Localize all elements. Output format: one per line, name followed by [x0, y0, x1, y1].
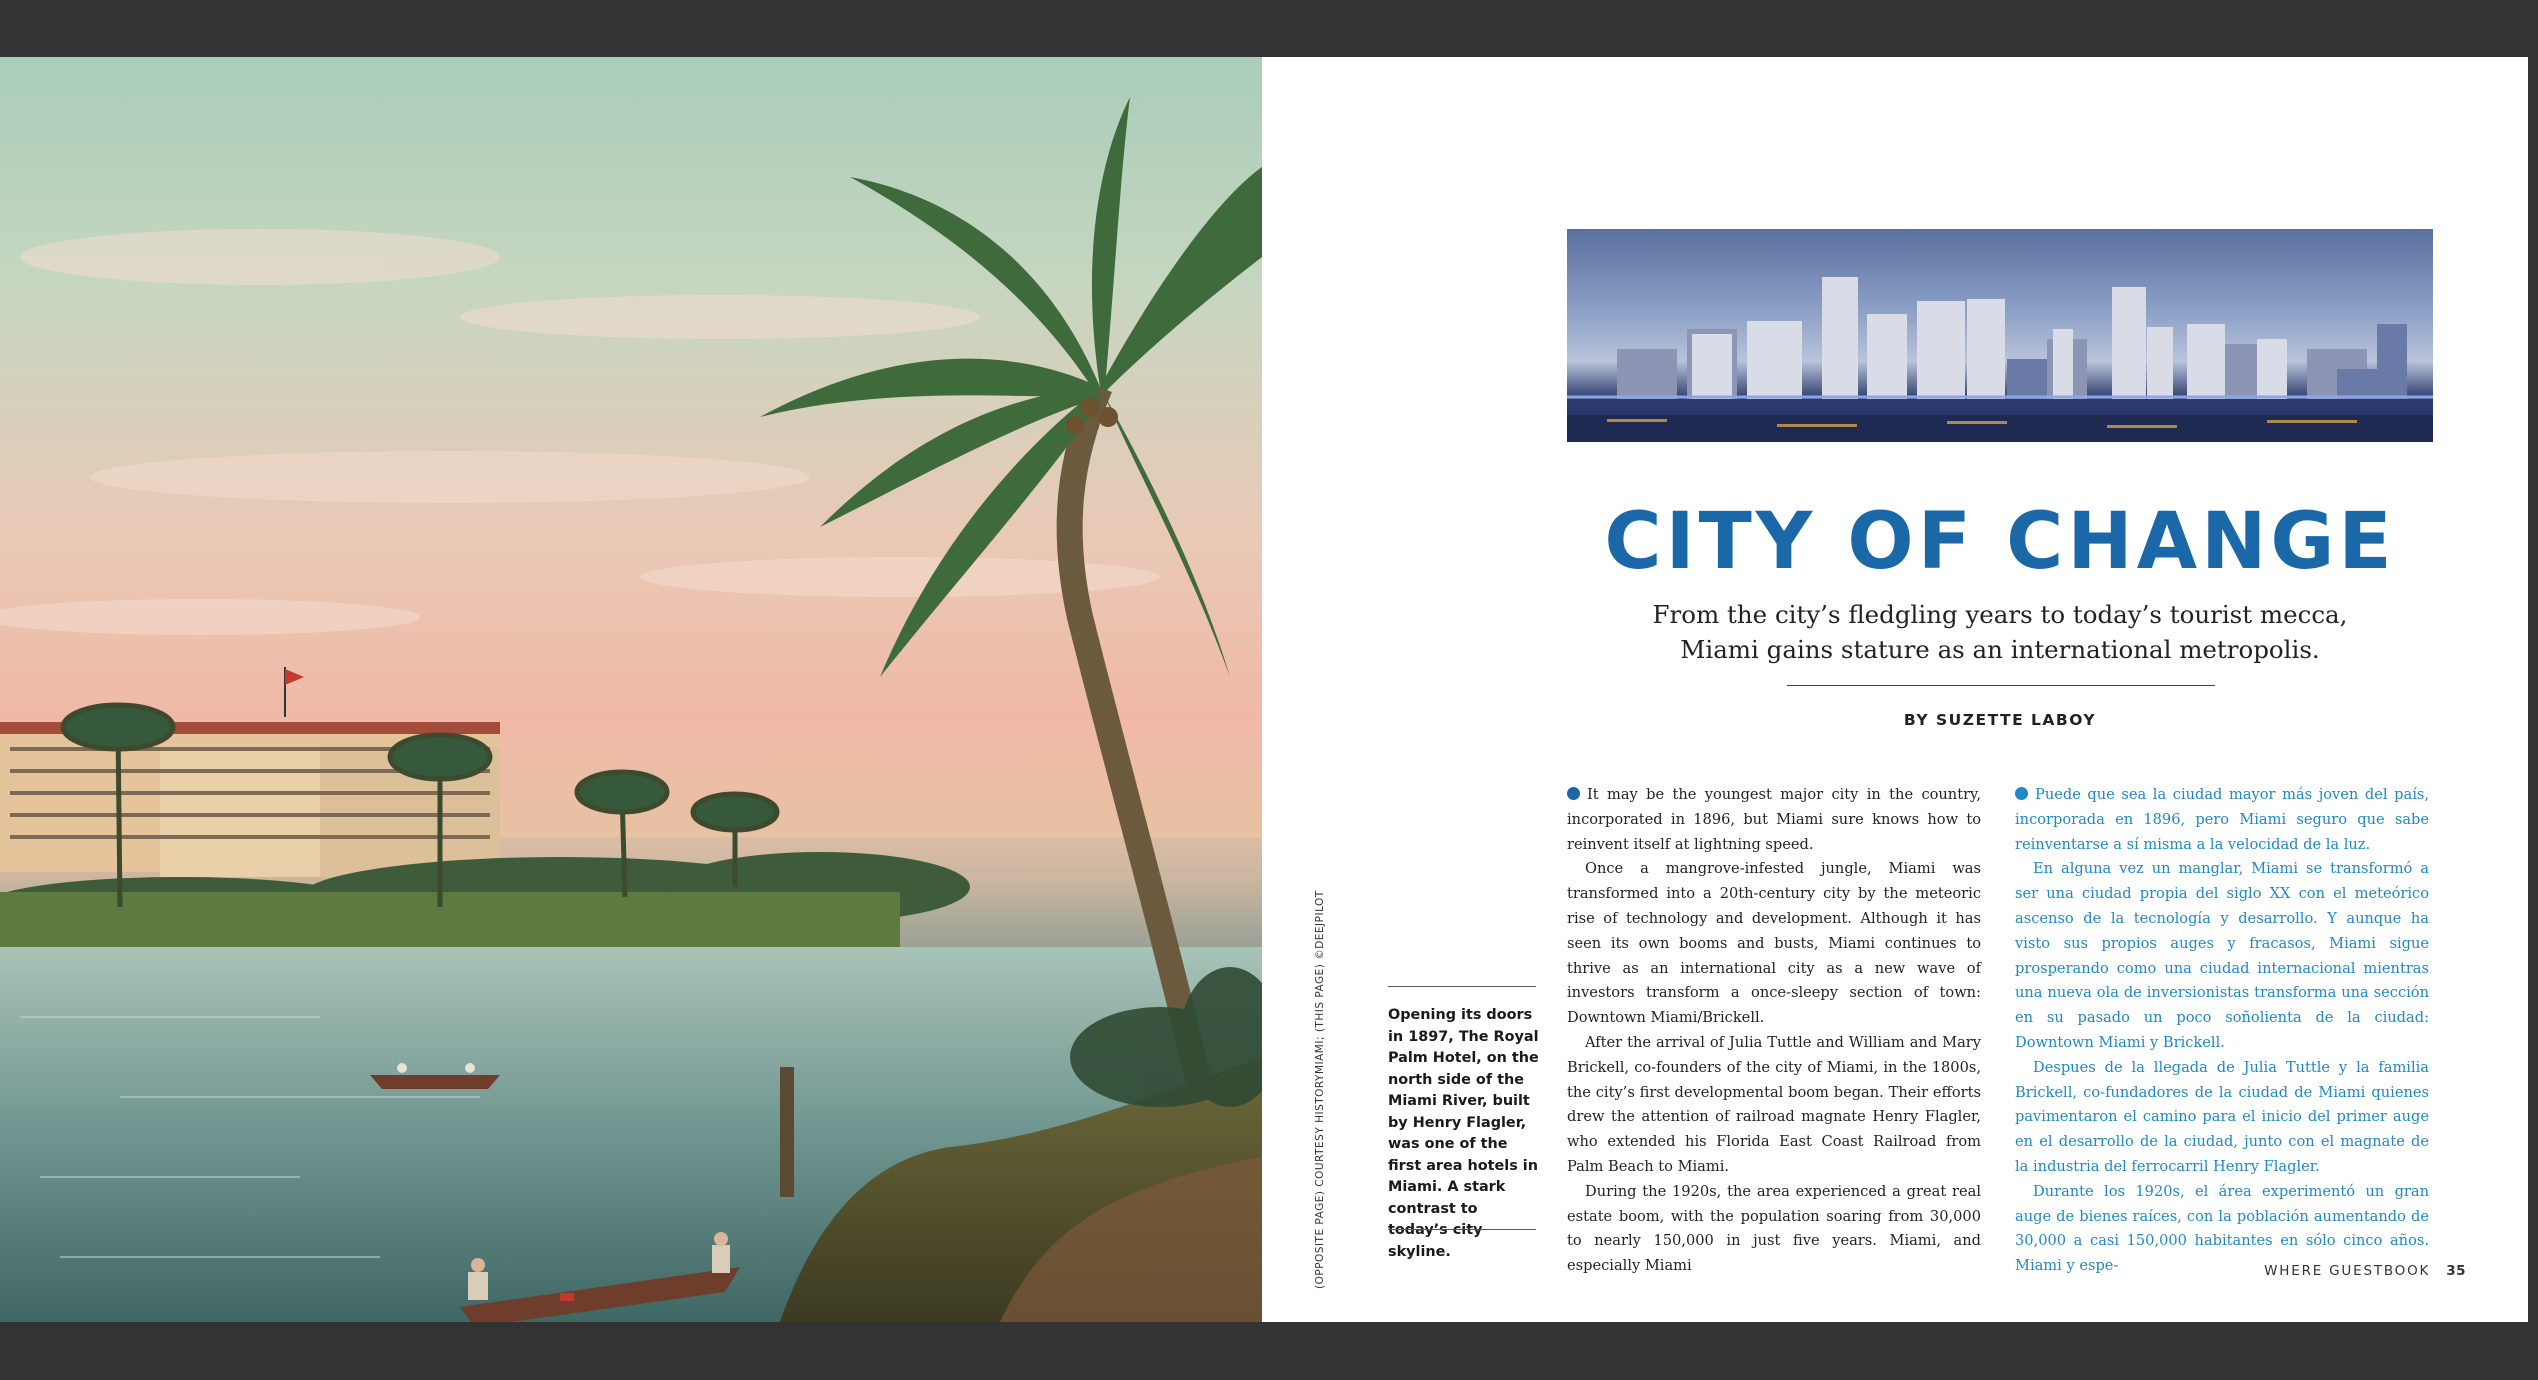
photo-caption: Opening its doors in 1897, The Royal Palm Hotel, on the north side of the Miami River, built by Henry Flagler, was one of the first area hotels in Miami. A stark contrast to today’s city skyline. — [1388, 1007, 1539, 1260]
article-title: CITY OF CHANGE — [1604, 497, 2396, 587]
paragraph: During the 1920s, the area experienced a great real estate boom, with the population soaring from 30,000 to nearly 150,000 in just five years. Miami, and especially Miami — [1567, 1182, 1981, 1275]
folio-label: WHERE GUESTBOOK — [2264, 1263, 2431, 1279]
caption-top-rule — [1388, 986, 1536, 987]
historic-photo-illustration — [0, 57, 1262, 1322]
article-subtitle — [1567, 597, 2433, 667]
paragraph-text: It may be the youngest major city in the country, incorporated in 1896, but Miami sure knows how to reinvent itself at lightning speed. — [1567, 786, 1981, 853]
paragraph — [2015, 783, 2429, 857]
paragraph: After the arrival of Julia Tuttle and William and Mary Brickell, co-founders of the city of Miami, in the 1800s, the city’s first developmental boom began. Their efforts drew the attention of railroad magnate Henry Flagler, who extended his Florida East Coast Railroad from Palm Beach to Miami. — [1567, 1033, 1981, 1175]
paragraph — [1567, 783, 1981, 857]
skyline-illustration — [1567, 229, 2433, 442]
paragraph-text: Puede que sea la ciudad mayor más joven del país, incorporada en 1896, pero Miami seguro que sabe reinventarse a sí misma a la velocidad de la luz. — [2015, 786, 2429, 853]
magazine-spread — [0, 57, 2528, 1322]
page-folio — [2264, 1263, 2466, 1279]
paragraph: En alguna vez un manglar, Miami se transformó a ser una ciudad propia del siglo XX con el meteórico ascenso de la tecnología y desarrollo. Y aunque ha visto sus propios auges y fracasos, Miami sigue prosperando como una ciudad internacional mientras una nueva ola de inversionistas transforma una sección en su pasado un poco soñolienta de la ciudad: Downtown Miami y Brickell. — [2015, 860, 2429, 1051]
photo-credit: (OPPOSITE PAGE) COURTESY HISTORYMIAMI; (THIS PAGE) ©DEEJPILOT — [1314, 890, 1326, 1289]
page-number: 35 — [2446, 1263, 2466, 1279]
byline-divider — [1787, 685, 2215, 686]
historic-royal-palm-photo — [0, 57, 1262, 1322]
bullet-dot-icon — [2015, 787, 2028, 800]
bullet-dot-icon — [1567, 787, 1580, 800]
body-column-spanish — [2015, 783, 2429, 1279]
paragraph: Once a mangrove-infested jungle, Miami was transformed into a 20th-century city by the meteoric rise of technology and development. Although it has seen its own booms and busts, Miami continues to thrive as an international city as a new wave of investors transform a once-sleepy section of town: Downtown Miami/Brickell. — [1567, 860, 1981, 1027]
miami-skyline-photo — [1567, 229, 2433, 442]
paragraph: Durante los 1920s, el área experimentó un gran auge de bienes raíces, con la población aumentando de 30,000 a casi 150,000 habitantes en sólo cinco años. Miami y espe- — [2015, 1182, 2429, 1275]
wooden-post — [780, 1067, 794, 1197]
body-column-english — [1567, 783, 1981, 1279]
subtitle-line: Miami gains stature as an international metropolis. — [1680, 635, 2320, 664]
paragraph: Despues de la llegada de Julia Tuttle y la familia Brickell, co-fundadores de la ciudad de Miami quienes pavimentaron el camino para el inicio del primer auge en el desarrollo de la ciudad, junto con el magnate de la industria del ferrocarril Henry Flagler. — [2015, 1058, 2429, 1175]
byline: BY SUZETTE LABOY — [1903, 711, 2097, 729]
caption-bottom-rule — [1388, 1229, 1536, 1230]
subtitle-line: From the city’s fledgling years to today’s tourist mecca, — [1652, 600, 2348, 629]
